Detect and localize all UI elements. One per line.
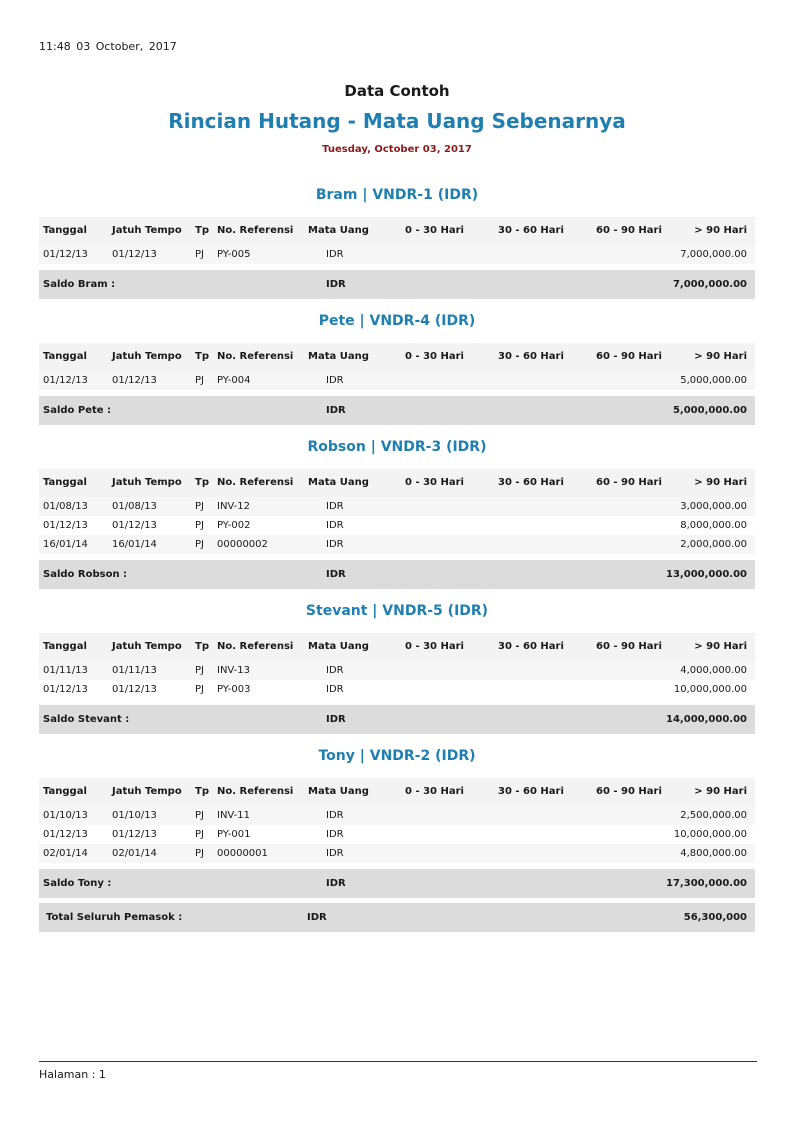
grand-total-label: Total Seluruh Pemasok : (46, 912, 183, 923)
footer-divider (39, 1061, 757, 1062)
col-mata-uang: Mata Uang (308, 641, 369, 652)
table-row (39, 371, 755, 390)
vendor-subtotal-row (39, 560, 755, 589)
report-timestamp: 11:48 03 October, 2017 (39, 40, 177, 53)
subtotal-currency: IDR (326, 569, 346, 580)
cell-tp: PJ (195, 665, 204, 676)
report-date: Tuesday, October 03, 2017 (322, 144, 472, 155)
table-header-row (39, 778, 755, 806)
table-header-row (39, 217, 755, 245)
cell-tanggal: 01/12/13 (43, 829, 88, 840)
table-row (39, 844, 755, 863)
col-0-30-hari: 0 - 30 Hari (405, 225, 464, 236)
cell-90-plus-hari: 2,000,000.00 (680, 539, 747, 550)
table-row (39, 516, 755, 535)
col-0-30-hari: 0 - 30 Hari (405, 641, 464, 652)
cell-90-plus-hari: 10,000,000.00 (673, 684, 747, 695)
cell-mata-uang: IDR (326, 375, 344, 386)
vendor-section (39, 598, 755, 734)
col-mata-uang: Mata Uang (308, 786, 369, 797)
col-0-30-hari: 0 - 30 Hari (405, 477, 464, 488)
table-row (39, 535, 755, 554)
cell-jatuh-tempo: 02/01/14 (112, 848, 157, 859)
col-no-referensi: No. Referensi (217, 641, 294, 652)
cell-mata-uang: IDR (326, 665, 344, 676)
cell-mata-uang: IDR (326, 501, 344, 512)
col-30-60-hari: 30 - 60 Hari (498, 641, 564, 652)
vendor-section (39, 743, 755, 898)
cell-no-referensi: PY-001 (217, 829, 251, 840)
col-tanggal: Tanggal (43, 786, 87, 797)
col-mata-uang: Mata Uang (308, 477, 369, 488)
col-30-60-hari: 30 - 60 Hari (498, 477, 564, 488)
subtotal-value: 7,000,000.00 (672, 279, 747, 290)
col-no-referensi: No. Referensi (217, 477, 294, 488)
cell-no-referensi: INV-13 (217, 665, 251, 676)
grand-total-value: 56,300,000 (683, 912, 747, 923)
cell-jatuh-tempo: 01/08/13 (112, 501, 157, 512)
col-90-plus-hari: > 90 Hari (694, 225, 747, 236)
cell-tp: PJ (195, 501, 204, 512)
col-tp: Tp (195, 477, 209, 488)
vendor-title: Pete | VNDR-4 (IDR) (318, 313, 476, 329)
col-30-60-hari: 30 - 60 Hari (498, 225, 564, 236)
col-mata-uang: Mata Uang (308, 225, 369, 236)
col-30-60-hari: 30 - 60 Hari (498, 351, 564, 362)
col-tanggal: Tanggal (43, 225, 87, 236)
col-no-referensi: No. Referensi (217, 786, 294, 797)
cell-mata-uang: IDR (326, 249, 344, 260)
cell-tanggal: 01/10/13 (43, 810, 88, 821)
cell-no-referensi: 00000001 (217, 848, 268, 859)
subtotal-value: 5,000,000.00 (672, 405, 747, 416)
col-60-90-hari: 60 - 90 Hari (596, 351, 662, 362)
col-jatuh-tempo: Jatuh Tempo (112, 641, 182, 652)
cell-tp: PJ (195, 684, 204, 695)
vendor-title: Tony | VNDR-2 (IDR) (318, 748, 476, 764)
cell-90-plus-hari: 8,000,000.00 (680, 520, 747, 531)
cell-jatuh-tempo: 01/12/13 (112, 520, 157, 531)
vendor-subtotal-row (39, 396, 755, 425)
cell-jatuh-tempo: 01/11/13 (112, 665, 157, 676)
subtotal-value: 14,000,000.00 (666, 714, 747, 725)
col-0-30-hari: 0 - 30 Hari (405, 351, 464, 362)
vendor-section (39, 308, 755, 425)
cell-jatuh-tempo: 01/12/13 (112, 829, 157, 840)
vendor-subtotal-row (39, 705, 755, 734)
table-row (39, 245, 755, 264)
cell-jatuh-tempo: 01/12/13 (112, 684, 157, 695)
cell-tanggal: 01/11/13 (43, 665, 88, 676)
cell-mata-uang: IDR (326, 810, 344, 821)
table-row (39, 680, 755, 699)
subtotal-currency: IDR (326, 878, 346, 889)
subtotal-value: 13,000,000.00 (666, 569, 747, 580)
vendor-section (39, 434, 755, 589)
col-tp: Tp (195, 786, 209, 797)
cell-no-referensi: PY-005 (217, 249, 251, 260)
cell-tanggal: 01/12/13 (43, 375, 88, 386)
subtotal-label: Saldo Pete : (43, 405, 112, 416)
cell-no-referensi: PY-002 (217, 520, 251, 531)
cell-tanggal: 01/12/13 (43, 684, 88, 695)
subtotal-currency: IDR (326, 714, 346, 725)
col-tp: Tp (195, 351, 209, 362)
col-tp: Tp (195, 225, 209, 236)
col-jatuh-tempo: Jatuh Tempo (112, 477, 182, 488)
cell-90-plus-hari: 7,000,000.00 (680, 249, 747, 260)
vendor-title: Stevant | VNDR-5 (IDR) (305, 603, 489, 619)
table-header-row (39, 633, 755, 661)
table-row (39, 661, 755, 680)
col-jatuh-tempo: Jatuh Tempo (112, 351, 182, 362)
subtotal-label: Saldo Tony : (43, 878, 112, 889)
cell-jatuh-tempo: 01/12/13 (112, 375, 157, 386)
cell-jatuh-tempo: 16/01/14 (112, 539, 157, 550)
cell-tp: PJ (195, 539, 204, 550)
cell-mata-uang: IDR (326, 848, 344, 859)
grand-total-row (39, 903, 755, 932)
cell-mata-uang: IDR (326, 520, 344, 531)
cell-no-referensi: INV-12 (217, 501, 251, 512)
col-60-90-hari: 60 - 90 Hari (596, 641, 662, 652)
subtotal-label: Saldo Robson : (43, 569, 128, 580)
vendor-title: Bram | VNDR-1 (IDR) (315, 187, 479, 203)
subtotal-label: Saldo Bram : (43, 279, 116, 290)
vendor-subtotal-row (39, 270, 755, 299)
col-30-60-hari: 30 - 60 Hari (498, 786, 564, 797)
col-jatuh-tempo: Jatuh Tempo (112, 786, 182, 797)
subtotal-currency: IDR (326, 405, 346, 416)
cell-tp: PJ (195, 810, 204, 821)
table-header-row (39, 469, 755, 497)
col-60-90-hari: 60 - 90 Hari (596, 477, 662, 488)
cell-tp: PJ (195, 375, 204, 386)
vendor-title: Robson | VNDR-3 (IDR) (307, 439, 487, 455)
subtotal-currency: IDR (326, 279, 346, 290)
col-tanggal: Tanggal (43, 477, 87, 488)
cell-tp: PJ (195, 829, 204, 840)
col-90-plus-hari: > 90 Hari (694, 477, 747, 488)
cell-90-plus-hari: 3,000,000.00 (680, 501, 747, 512)
page-number: Halaman : 1 (39, 1068, 106, 1081)
table-row (39, 806, 755, 825)
col-mata-uang: Mata Uang (308, 351, 369, 362)
cell-tp: PJ (195, 520, 204, 531)
cell-tanggal: 01/12/13 (43, 520, 88, 531)
table-row (39, 497, 755, 516)
cell-mata-uang: IDR (326, 684, 344, 695)
subtotal-value: 17,300,000.00 (666, 878, 747, 889)
cell-no-referensi: PY-003 (217, 684, 251, 695)
cell-no-referensi: PY-004 (217, 375, 251, 386)
cell-tanggal: 01/08/13 (43, 501, 88, 512)
cell-no-referensi: 00000002 (217, 539, 268, 550)
grand-total-currency: IDR (307, 912, 327, 923)
vendor-sections (39, 182, 755, 907)
col-60-90-hari: 60 - 90 Hari (596, 786, 662, 797)
col-90-plus-hari: > 90 Hari (694, 786, 747, 797)
col-no-referensi: No. Referensi (217, 351, 294, 362)
cell-90-plus-hari: 4,800,000.00 (680, 848, 747, 859)
company-name: Data Contoh (344, 82, 450, 100)
cell-90-plus-hari: 10,000,000.00 (673, 829, 747, 840)
vendor-subtotal-row (39, 869, 755, 898)
col-tanggal: Tanggal (43, 351, 87, 362)
table-header-row (39, 343, 755, 371)
subtotal-label: Saldo Stevant : (43, 714, 130, 725)
col-0-30-hari: 0 - 30 Hari (405, 786, 464, 797)
cell-jatuh-tempo: 01/12/13 (112, 249, 157, 260)
vendor-section (39, 182, 755, 299)
table-row (39, 825, 755, 844)
cell-tanggal: 16/01/14 (43, 539, 88, 550)
col-90-plus-hari: > 90 Hari (694, 351, 747, 362)
report-title: Rincian Hutang - Mata Uang Sebenarnya (168, 109, 626, 133)
col-no-referensi: No. Referensi (217, 225, 294, 236)
cell-mata-uang: IDR (326, 829, 344, 840)
cell-mata-uang: IDR (326, 539, 344, 550)
cell-90-plus-hari: 2,500,000.00 (680, 810, 747, 821)
cell-tanggal: 02/01/14 (43, 848, 88, 859)
cell-tp: PJ (195, 848, 204, 859)
cell-90-plus-hari: 5,000,000.00 (680, 375, 747, 386)
cell-jatuh-tempo: 01/10/13 (112, 810, 157, 821)
col-60-90-hari: 60 - 90 Hari (596, 225, 662, 236)
cell-tp: PJ (195, 249, 204, 260)
col-90-plus-hari: > 90 Hari (694, 641, 747, 652)
col-jatuh-tempo: Jatuh Tempo (112, 225, 182, 236)
cell-tanggal: 01/12/13 (43, 249, 88, 260)
col-tp: Tp (195, 641, 209, 652)
cell-no-referensi: INV-11 (217, 810, 251, 821)
col-tanggal: Tanggal (43, 641, 87, 652)
cell-90-plus-hari: 4,000,000.00 (680, 665, 747, 676)
